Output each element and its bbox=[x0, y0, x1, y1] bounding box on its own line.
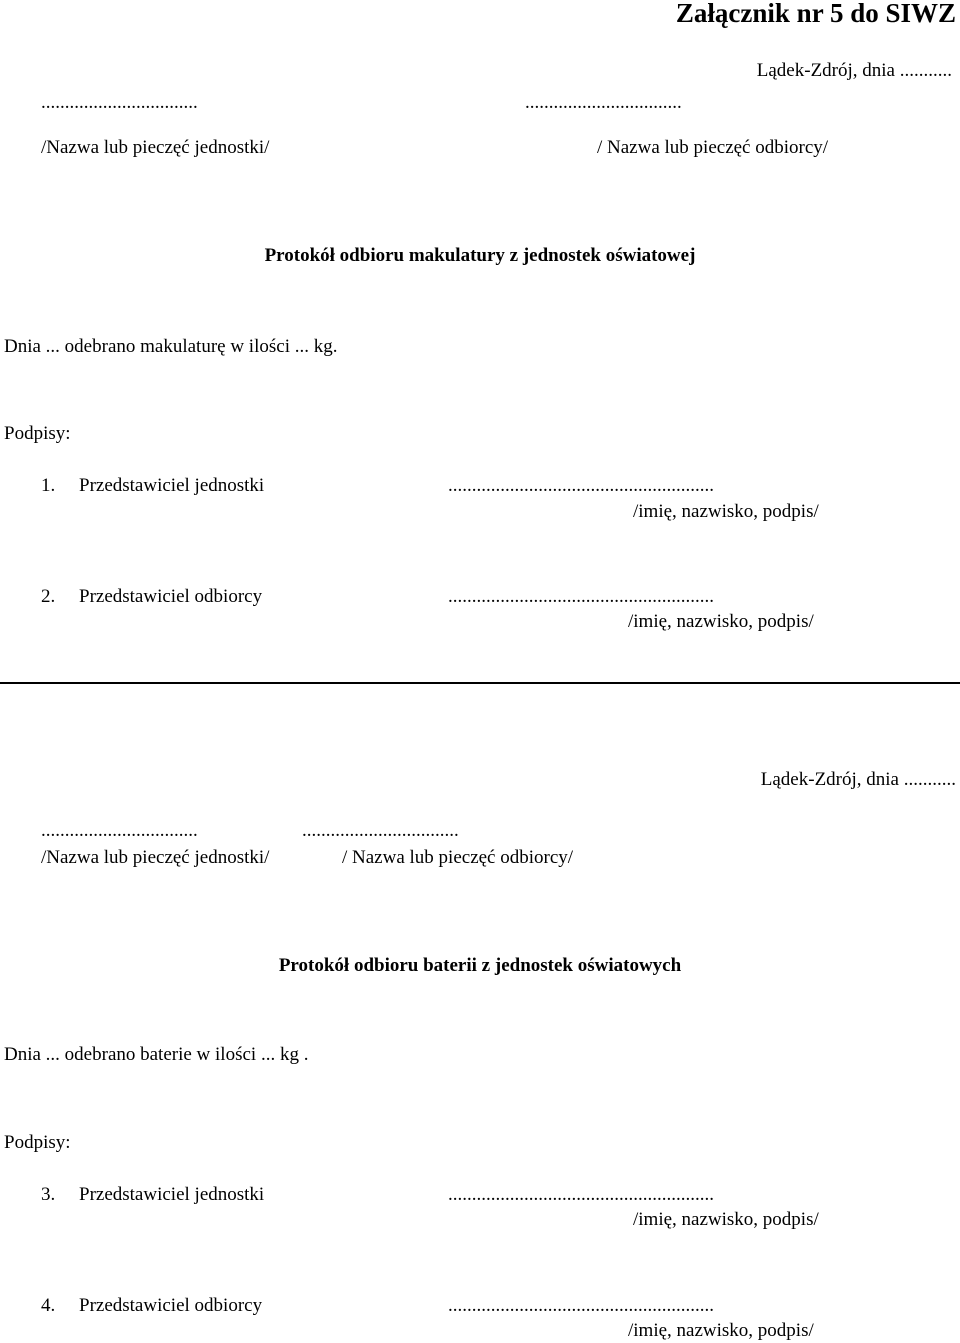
statement-1: Dnia ... odebrano makulaturę w ilości ... kg. bbox=[4, 336, 338, 357]
unit-dots-2: ................................. bbox=[41, 820, 198, 841]
recipient-dots-2: ................................. bbox=[302, 820, 459, 841]
recipient-label-2: / Nazwa lub pieczęć odbiorcy/ bbox=[342, 847, 574, 868]
signature-caption: /imię, nazwisko, podpis/ bbox=[628, 611, 814, 632]
recipient-dots-1: ................................. bbox=[525, 92, 682, 113]
signature-caption: /imię, nazwisko, podpis/ bbox=[633, 501, 819, 522]
signature-caption: /imię, nazwisko, podpis/ bbox=[633, 1209, 819, 1230]
signer-role: Przedstawiciel odbiorcy bbox=[79, 1295, 263, 1316]
signatures-label-1: Podpisy: bbox=[4, 423, 71, 444]
signer-role: Przedstawiciel jednostki bbox=[79, 1184, 265, 1205]
unit-dots-1: ................................. bbox=[41, 92, 198, 113]
section-divider bbox=[0, 682, 960, 684]
place-date-2: Lądek-Zdrój, dnia ........... bbox=[760, 769, 956, 790]
protocol-title-1: Protokół odbioru makulatury z jednostek oświatowej bbox=[264, 245, 696, 266]
signature-dots: ........................................................ bbox=[448, 586, 714, 607]
unit-label-2: /Nazwa lub pieczęć jednostki/ bbox=[41, 847, 270, 868]
protocol-title-2: Protokół odbioru baterii z jednostek oświatowych bbox=[278, 955, 682, 976]
signer-role: Przedstawiciel odbiorcy bbox=[79, 586, 263, 607]
place-date-1: Lądek-Zdrój, dnia ........... bbox=[756, 60, 952, 81]
signatures-label-2: Podpisy: bbox=[4, 1132, 71, 1153]
signer-number: 4. bbox=[41, 1295, 56, 1316]
signature-dots: ........................................................ bbox=[448, 475, 714, 496]
signature-caption: /imię, nazwisko, podpis/ bbox=[628, 1320, 814, 1341]
attachment-title: Załącznik nr 5 do SIWZ bbox=[675, 0, 956, 28]
signer-role: Przedstawiciel jednostki bbox=[79, 475, 265, 496]
signer-number: 2. bbox=[41, 586, 56, 607]
unit-label-1: /Nazwa lub pieczęć jednostki/ bbox=[41, 137, 270, 158]
signature-dots: ........................................................ bbox=[448, 1295, 714, 1316]
signer-number: 3. bbox=[41, 1184, 56, 1205]
signer-number: 1. bbox=[41, 475, 56, 496]
signature-dots: ........................................................ bbox=[448, 1184, 714, 1205]
statement-2: Dnia ... odebrano baterie w ilości ... kg . bbox=[4, 1044, 309, 1065]
recipient-label-1: / Nazwa lub pieczęć odbiorcy/ bbox=[597, 137, 829, 158]
